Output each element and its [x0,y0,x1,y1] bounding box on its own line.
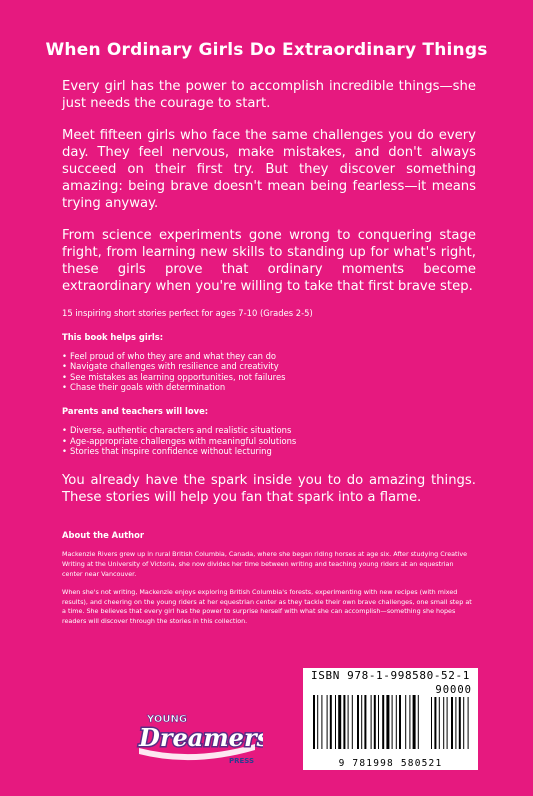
list-item: • Age-appropriate challenges with meaningful solutions [62,436,476,446]
list-item: • Stories that inspire confidence without lecturing [62,446,476,456]
examples-paragraph: From science experiments gone wrong to conquering stage fright, from learning new skills to standing up for what's right, these girls prove that ordinary moments become extraordinary when you're willing to take that first brave step. [62,228,476,294]
intro-paragraph: Every girl has the power to accomplish incredible things—she just needs the courage to start. [62,79,476,111]
age-line: 15 inspiring short stories perfect for ages 7-10 (Grades 2-5) [62,308,313,318]
list-item: • Diverse, authentic characters and realistic situations [62,425,476,435]
ean-number: 9 781998 580521 [338,758,443,769]
helps-heading: This book helps girls: [62,331,164,342]
author-heading: About the Author [62,530,144,541]
logo-press-text: PRESS [229,757,255,765]
barcode-bars [307,685,474,759]
logo-young-text: YOUNG [147,714,188,725]
list-item: • See mistakes as learning opportunities, not failures [62,372,476,382]
publisher-logo-graphic [133,704,263,770]
blurb [62,78,476,627]
parents-heading: Parents and teachers will love: [62,405,209,416]
isbn-barcode [303,668,478,770]
author-bio-1: Mackenzie Rivers grew up in rural British Columbia, Canada, where she began riding horses at age six. After studying Creative Writing at the University of Victoria, she now divides her time between writing and teaching young riders at an equestrian center near Vancouver. [62,550,468,578]
list-item: • Chase their goals with determination [62,382,476,392]
isbn-label: ISBN 978-1-998580-52-1 [311,669,470,682]
logo-dreamers-text: Dreamers [139,723,263,752]
helps-list [62,351,476,393]
cover-title: When Ordinary Girls Do Extraordinary Things [45,40,488,60]
price-code: 90000 [435,684,472,696]
closing-paragraph: You already have the spark inside you to do amazing things. These stories will help you fan that spark into a flame. [62,473,476,506]
list-item: • Navigate challenges with resilience and creativity [62,361,476,371]
description-paragraph: Meet fifteen girls who face the same challenges you do every day. They feel nervous, make mistakes, and don't always succeed on their first try. But they discover something amazing: being brave doesn't mean being fearless—it means trying anyway. [62,128,476,211]
author-bio-2: When she's not writing, Mackenzie enjoys exploring British Columbia's forests, experimenting with new recipes (with mixed results), and cheering on the young riders at her equestrian center as they tackle their own brave challenges, one small step at a time. She believes that every girl has the power to surprise herself with what she can accomplish—something she hopes readers will discover through the stories in this collection. [62,588,472,625]
publisher-logo [133,704,263,770]
list-item: • Feel proud of who they are and what they can do [62,351,476,361]
parents-list [62,425,476,456]
